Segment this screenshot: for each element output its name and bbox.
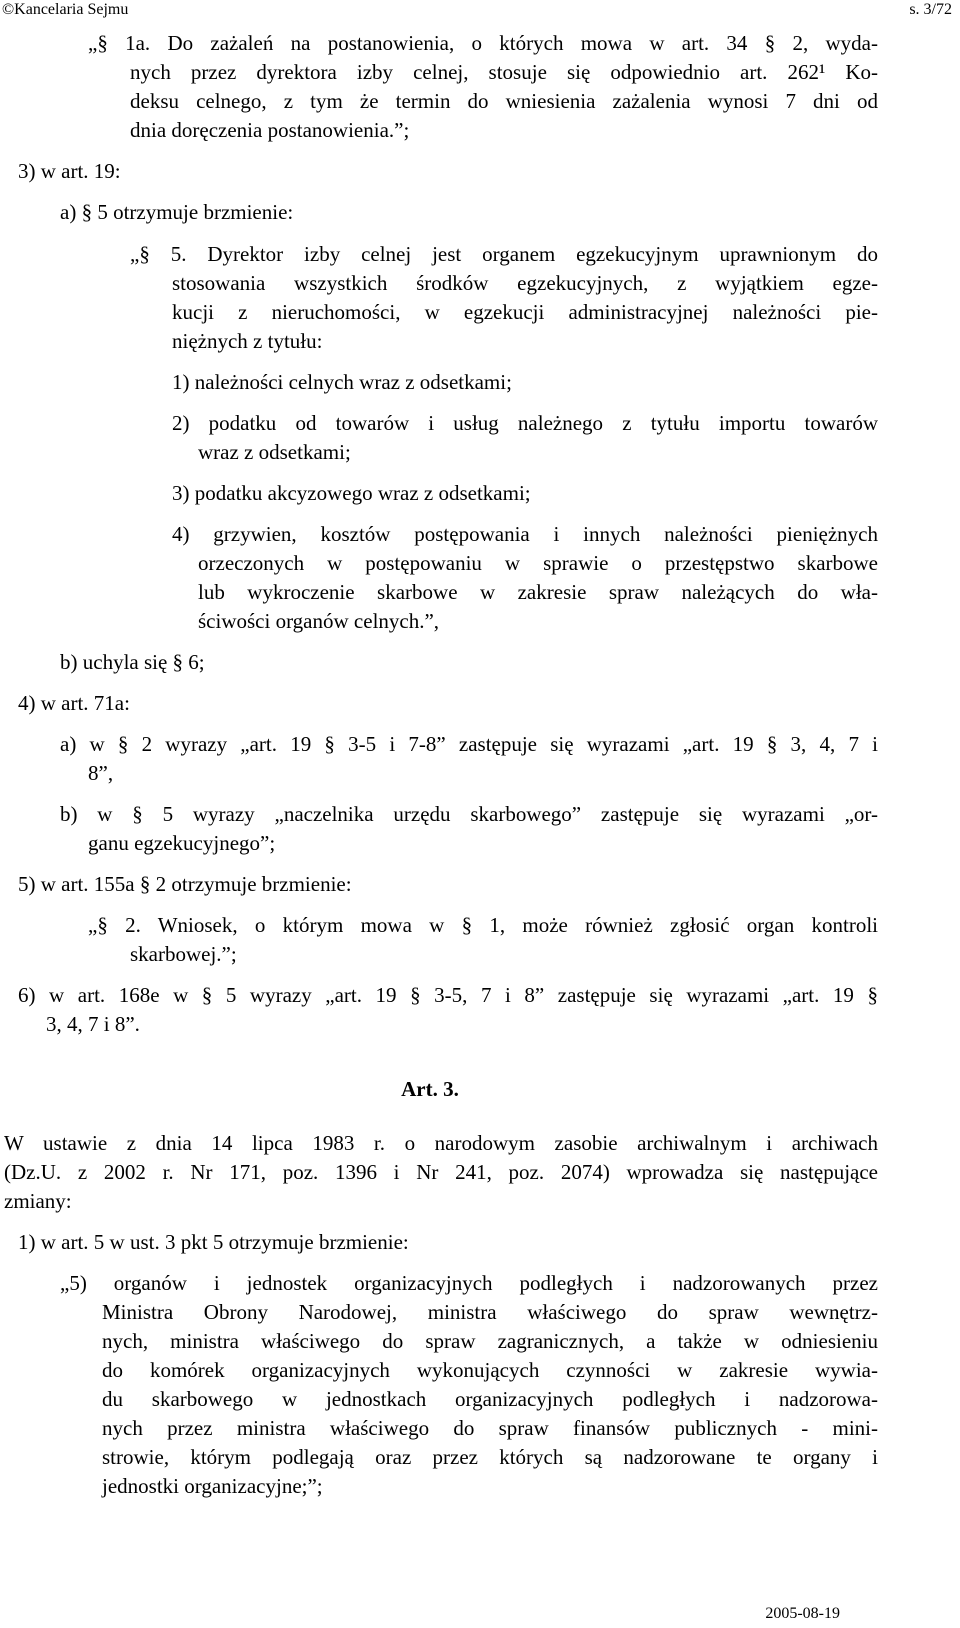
text-line: jednostki organizacyjne;”; — [102, 1474, 323, 1498]
text-line: b) uchyla się § 6; — [60, 650, 205, 674]
text-line: „§ 1a. Do zażaleń na postanowienia, o których mowa w art. 34 § 2, wyda- — [88, 31, 878, 55]
text-line: nych, ministra właściwego do spraw zagranicznych, a także w odniesieniu — [102, 1329, 878, 1353]
text-line: 1) należności celnych wraz z odsetkami; — [172, 370, 512, 394]
text-line: lub wykroczenie skarbowe w zakresie spraw należących do wła- — [198, 580, 878, 604]
text-line: „§ 5. Dyrektor izby celnej jest organem egzekucyjnym uprawnionym do — [130, 242, 878, 266]
text-line: W ustawie z dnia 14 lipca 1983 r. o narodowym zasobie archiwalnym i archiwach — [4, 1131, 878, 1155]
text-line: 4) w art. 71a: — [18, 691, 130, 715]
text-line: (Dz.U. z 2002 r. Nr 171, poz. 1396 i Nr 241, poz. 2074) wprowadza się następujące — [4, 1160, 878, 1184]
text-line: du skarbowego w jednostkach organizacyjnych podległych i nadzorowa- — [102, 1387, 878, 1411]
header-publisher: ©Kancelaria Sejmu — [2, 1, 129, 18]
text-line: a) § 5 otrzymuje brzmienie: — [60, 200, 294, 224]
text-line: 3) podatku akcyzowego wraz z odsetkami; — [172, 481, 531, 505]
text-line: 4) grzywien, kosztów postępowania i innych należności pieniężnych — [172, 522, 878, 546]
text-line: ganu egzekucyjnego”; — [88, 831, 276, 855]
header-page-number: s. 3/72 — [909, 1, 952, 18]
text-line: do komórek organizacyjnych wykonujących czynności w zakresie wywia- — [102, 1358, 878, 1382]
text-line: 6) w art. 168e w § 5 wyrazy „art. 19 § 3-5, 7 i 8” zastępuje się wyrazami „art. 19 § — [18, 983, 878, 1007]
text-line: orzeczonych w postępowaniu w sprawie o przestępstwo skarbowe — [198, 551, 878, 575]
text-line: 2) podatku od towarów i usług należnego z tytułu importu towarów — [172, 411, 878, 435]
text-line: „§ 2. Wniosek, o którym mowa w § 1, może również zgłosić organ kontroli — [88, 913, 878, 937]
text-line: niężnych z tytułu: — [172, 329, 323, 353]
text-line: nych przez ministra właściwego do spraw finansów publicznych - mini- — [102, 1416, 878, 1440]
text-line: 5) w art. 155a § 2 otrzymuje brzmienie: — [18, 872, 352, 896]
article-heading: Art. 3. — [401, 1077, 459, 1101]
text-line: dnia doręczenia postanowienia.”; — [130, 118, 410, 142]
footer-date: 2005-08-19 — [765, 1605, 840, 1622]
text-line: ściwości organów celnych.”, — [198, 609, 440, 633]
text-line: 3, 4, 7 i 8”. — [46, 1012, 140, 1036]
text-line: deksu celnego, z tym że termin do wniesienia zażalenia wynosi 7 dni od — [130, 89, 878, 113]
text-line: Ministra Obrony Narodowej, ministra właściwego do spraw wewnętrz- — [102, 1300, 878, 1324]
text-line: „5) organów i jednostek organizacyjnych podległych i nadzorowanych przez — [60, 1271, 878, 1295]
text-line: wraz z odsetkami; — [198, 440, 351, 464]
text-line: skarbowej.”; — [130, 942, 237, 966]
text-line: 3) w art. 19: — [18, 159, 121, 183]
text-line: stosowania wszystkich środków egzekucyjnych, z wyjątkiem egze- — [172, 271, 878, 295]
text-line: b) w § 5 wyrazy „naczelnika urzędu skarbowego” zastępuje się wyrazami „or- — [60, 802, 878, 826]
text-line: a) w § 2 wyrazy „art. 19 § 3-5 i 7-8” zastępuje się wyrazami „art. 19 § 3, 4, 7 i — [60, 732, 878, 756]
text-line: 1) w art. 5 w ust. 3 pkt 5 otrzymuje brzmienie: — [18, 1230, 409, 1254]
text-line: 8”, — [88, 761, 114, 785]
text-line: zmiany: — [4, 1189, 72, 1213]
text-line: nych przez dyrektora izby celnej, stosuje się odpowiednio art. 262¹ Ko- — [130, 60, 878, 84]
text-line: kucji z nieruchomości, w egzekucji administracyjnej należności pie- — [172, 300, 878, 324]
text-line: strowie, którym podlegają oraz przez których są nadzorowane te organy i — [102, 1445, 878, 1469]
